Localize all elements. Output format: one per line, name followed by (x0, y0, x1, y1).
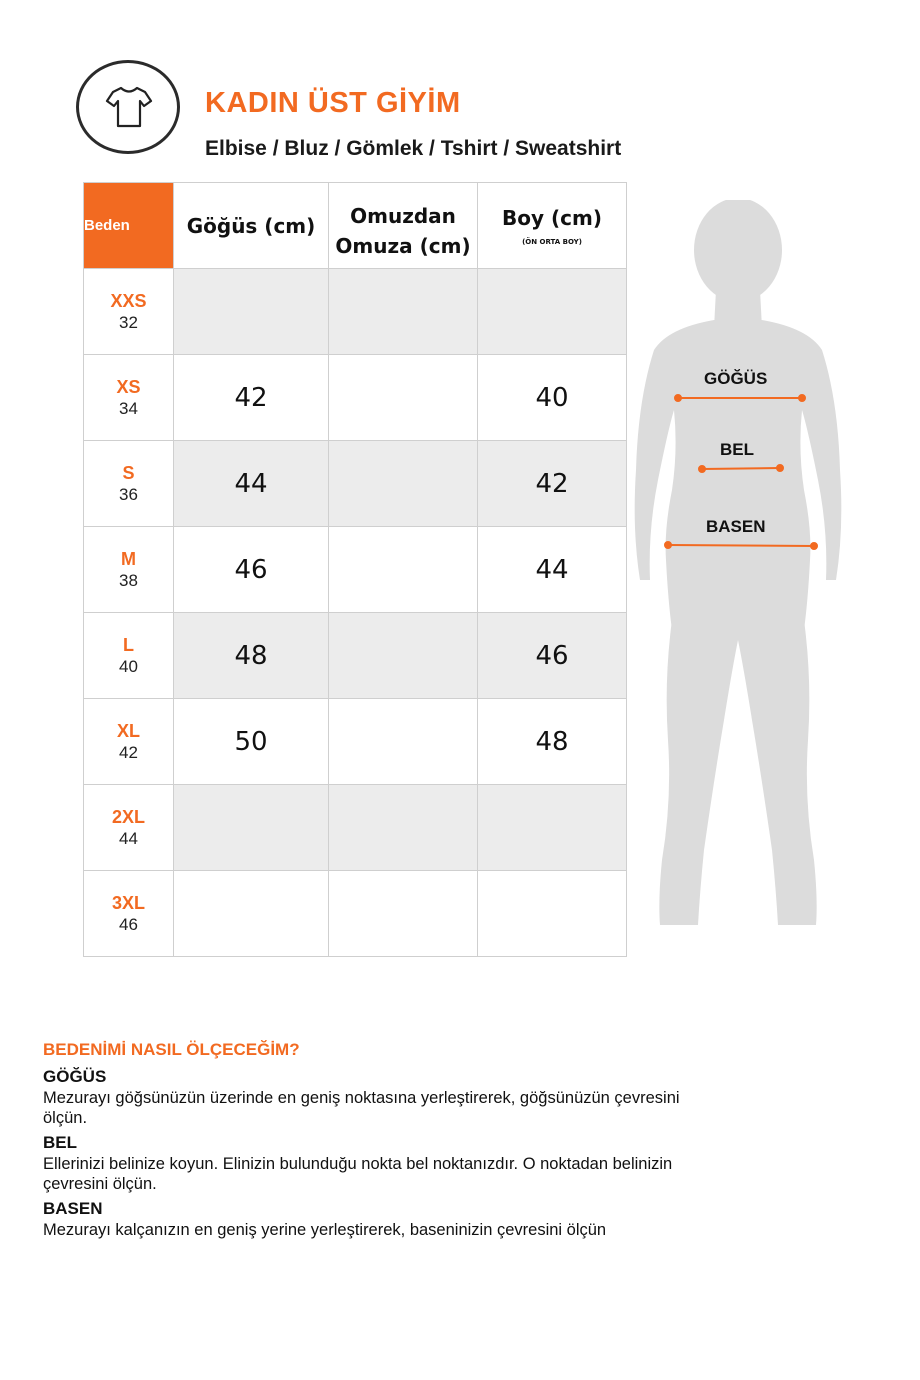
size-number: 32 (119, 312, 138, 332)
length-value: 48 (478, 699, 627, 785)
size-letter: XXS (110, 290, 147, 311)
tshirt-icon (105, 85, 153, 129)
body-silhouette (628, 200, 858, 940)
shoulder-value (329, 699, 478, 785)
table-row (84, 785, 627, 871)
length-value: 44 (478, 527, 627, 613)
header-length (478, 183, 627, 269)
size-number: 36 (119, 484, 138, 504)
size-letter: S (122, 462, 135, 483)
size-letter: 3XL (111, 892, 145, 913)
table-row (84, 699, 627, 785)
chest-value (174, 871, 329, 957)
size-number: 34 (119, 398, 138, 418)
shoulder-value (329, 527, 478, 613)
header-shoulder-line1: Omuzdan (350, 203, 456, 228)
shoulder-value (329, 785, 478, 871)
table-body (84, 269, 627, 957)
size-cell (84, 699, 174, 785)
header-chest-label: Göğüs (cm) (186, 213, 316, 238)
page-title: KADIN ÜST GİYİM (205, 87, 461, 119)
shoulder-value (329, 871, 478, 957)
size-number: 40 (119, 656, 138, 676)
chest-value (174, 785, 329, 871)
howto-hip-text: Mezurayı kalçanızın en geniş yerine yerleştirerek, baseninizin çevresini ölçün (43, 1221, 607, 1239)
chest-value: 50 (174, 699, 329, 785)
header-chest (174, 183, 329, 269)
size-cell (84, 355, 174, 441)
header-length-label: Boy (cm) (502, 205, 602, 230)
length-value: 42 (478, 441, 627, 527)
size-table (83, 182, 627, 957)
howto-hip-heading: BASEN (43, 1199, 103, 1218)
header-shoulder-line2: Omuza (cm) (335, 233, 471, 258)
length-value (478, 269, 627, 355)
chest-value: 48 (174, 613, 329, 699)
table-row (84, 269, 627, 355)
size-number: 44 (119, 828, 138, 848)
label-hip: BASEN (706, 517, 766, 536)
howto-chest-text: Mezurayı göğsünüzün üzerinde en geniş noktasına yerleştirerek, göğsünüzün çevresini ölçün. (43, 1089, 680, 1127)
size-letter: 2XL (111, 806, 145, 827)
chest-value: 42 (174, 355, 329, 441)
length-value: 46 (478, 613, 627, 699)
size-number: 38 (119, 570, 138, 590)
size-letter: XL (116, 720, 140, 741)
size-cell (84, 785, 174, 871)
howto-section (43, 1040, 703, 1244)
header-shoulder (329, 183, 478, 269)
size-letter: XS (116, 376, 141, 397)
header-size: Beden (84, 183, 174, 269)
size-number: 46 (119, 914, 138, 934)
howto-waist-heading: BEL (43, 1133, 77, 1152)
shoulder-value (329, 441, 478, 527)
shoulder-value (329, 355, 478, 441)
table-row (84, 355, 627, 441)
table-row (84, 613, 627, 699)
logo-circle (76, 60, 180, 154)
table-row (84, 527, 627, 613)
howto-waist-text: Ellerinizi belinize koyun. Elinizin bulunduğu nokta bel noktanızdır. O noktadan belinizin çevresini ölçün. (43, 1155, 673, 1193)
size-letter: L (123, 634, 134, 655)
table-header-row (84, 183, 627, 269)
chest-value: 44 (174, 441, 329, 527)
length-value: 40 (478, 355, 627, 441)
size-cell (84, 269, 174, 355)
table-row (84, 441, 627, 527)
chest-value: 46 (174, 527, 329, 613)
chest-value (174, 269, 329, 355)
label-chest: GÖĞÜS (704, 369, 768, 388)
table-row (84, 871, 627, 957)
size-cell (84, 613, 174, 699)
size-number: 42 (119, 742, 138, 762)
label-waist: BEL (720, 440, 754, 459)
page-subtitle: Elbise / Bluz / Gömlek / Tshirt / Sweatshirt (205, 137, 622, 160)
shoulder-value (329, 613, 478, 699)
length-value (478, 871, 627, 957)
size-cell (84, 441, 174, 527)
howto-chest-heading: GÖĞÜS (43, 1067, 107, 1086)
size-cell (84, 871, 174, 957)
shoulder-value (329, 269, 478, 355)
length-value (478, 785, 627, 871)
header-shoulder-label (329, 201, 477, 261)
size-cell (84, 527, 174, 613)
howto-title: BEDENİMİ NASIL ÖLÇECEĞİM? (43, 1040, 300, 1059)
size-letter: M (121, 548, 136, 569)
header-length-sub: (ÖN ORTA BOY) (522, 237, 582, 246)
